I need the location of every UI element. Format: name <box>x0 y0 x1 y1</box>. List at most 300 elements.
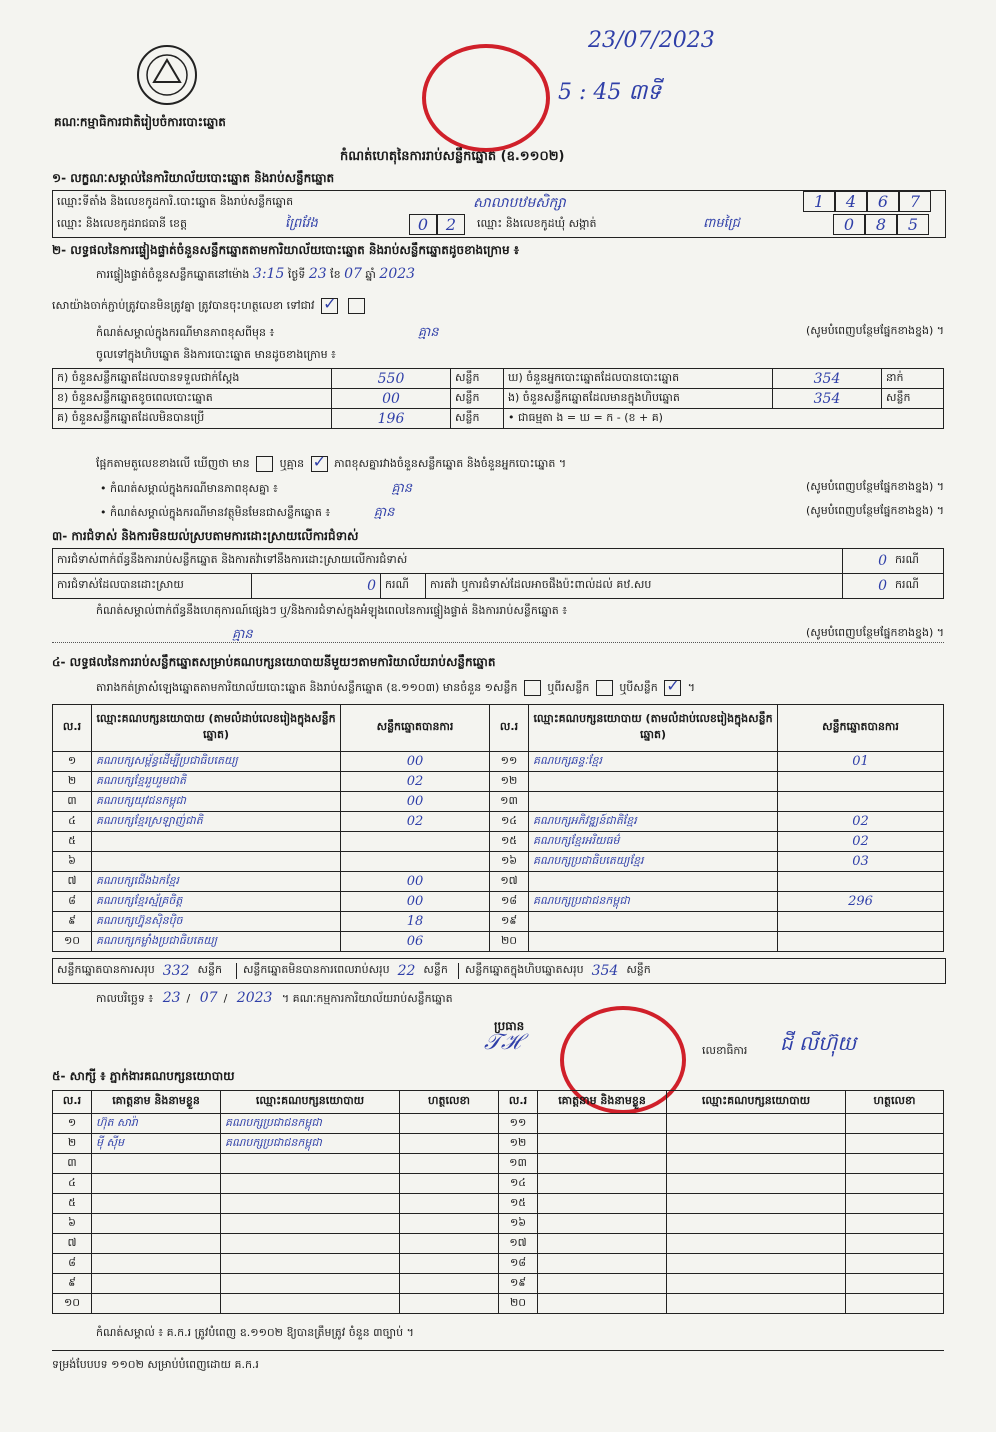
witness-name <box>92 1274 221 1294</box>
witness-no: ១៨ <box>499 1254 538 1274</box>
col-no: ល.រ <box>490 705 529 752</box>
sheet-count-checkbox-3[interactable] <box>664 680 681 696</box>
footer-rule <box>52 1350 944 1351</box>
total-invalid-label: សន្លឹកឆ្នោតមិនបានការពេលរាប់សរុប <box>236 963 390 979</box>
total-invalid: 22 <box>397 963 416 979</box>
witness-name <box>92 1174 221 1194</box>
office-label: ឈ្មោះទីតាំង និងលេខកូដការិ.បោះឆ្នោត និងរាប់សន្លឹកឆ្នោត <box>57 195 294 208</box>
witness-party: គណបក្សប្រជាជនកម្ពុជា <box>221 1134 400 1154</box>
witness-sign <box>400 1214 499 1234</box>
verify-year: 2023 <box>379 266 416 282</box>
party-no: ២ <box>53 772 92 792</box>
table-row <box>53 409 944 429</box>
count-value: 550 <box>332 369 451 389</box>
sec3-remark-label: កំណត់សម្គាល់ពាក់ព័ន្ធនឹងហេតុការណ៍ផ្សេងៗ ឬ/និងការជំទាស់ក្នុងអំឡុងពេលនៃការផ្ទៀងផ្ទាត់ និងការរាប់សន្លឹកឆ្នោត ៖ <box>96 604 568 617</box>
resolved-unit: ករណី <box>381 574 426 599</box>
received-time: 5 : 45 ៣ទី <box>558 80 662 105</box>
chair-signature: 𝒯ℋ <box>484 1030 521 1055</box>
table-row <box>53 892 944 912</box>
table-intro: ចូលទៅក្នុងហិបឆ្នោត និងការបោះឆ្នោត មានដូចខាងក្រោម ៖ <box>96 348 336 361</box>
commune-name: ពាមជ្រៃ <box>703 216 740 231</box>
count-unit-2: នាក់ <box>882 369 944 389</box>
party-no: ៧ <box>53 872 92 892</box>
col-name: គោត្តនាម និងនាមខ្លួន <box>538 1091 667 1114</box>
party-votes <box>778 932 944 952</box>
witness-sign <box>846 1234 944 1254</box>
witness-name <box>92 1154 221 1174</box>
secretary-signature: ជី លីហ៊ុយ <box>780 1031 857 1055</box>
party-no: ១០ <box>53 932 92 952</box>
witness-party <box>667 1294 846 1314</box>
party-votes: 00 <box>341 892 490 912</box>
total-valid: 332 <box>162 963 190 979</box>
sheet-count-checkbox-1[interactable] <box>524 680 541 696</box>
witness-party <box>221 1174 400 1194</box>
party-votes <box>341 832 490 852</box>
party-votes <box>778 912 944 932</box>
witness-sign <box>400 1254 499 1274</box>
witness-party <box>667 1214 846 1234</box>
party-name: គណបក្សខ្មែរស្ម័គ្រចិត្ត <box>92 892 341 912</box>
witness-party <box>221 1294 400 1314</box>
after-remark2-label: • កំណត់សម្គាល់ក្នុងករណីមានវត្ថុមិនមែនជាសន្លឹកឆ្នោត ៖ <box>100 506 331 519</box>
table-row <box>53 1294 944 1314</box>
witness-party <box>667 1174 846 1194</box>
total-unit: សន្លឹក <box>197 963 222 976</box>
party-name: គណបក្សសម្ព័ន្ធដើម្បីប្រជាធិបតេយ្យ <box>92 752 341 772</box>
witness-name <box>538 1114 667 1134</box>
complaint-unit: ករណី <box>891 574 944 599</box>
party-name <box>92 852 341 872</box>
province-label: ឈ្មោះ និងលេខកូដរាជធានី ខេត្ត <box>57 217 187 230</box>
party-votes <box>778 792 944 812</box>
form-title: កំណត់ហេតុនៃការរាប់សន្លឹកឆ្នោត (ឧ.១១០២) <box>340 149 565 164</box>
date-day: 23 <box>162 990 181 1006</box>
col-party: ឈ្មោះគណបក្សនយោបាយ <box>221 1091 400 1114</box>
count-label: ខ) ចំនួនសន្លឹកឆ្នោតខូចពេលបោះឆ្នោត <box>53 389 332 409</box>
diff-text-2: ភាពខុសគ្នារវាងចំនួនសន្លឹកឆ្នោត និងចំនួនអ្នកបោះឆ្នោត ។ <box>334 457 567 470</box>
after-remark1-line <box>100 480 944 499</box>
witness-sign <box>400 1274 499 1294</box>
party-votes: 02 <box>341 812 490 832</box>
commune-code-digit: 5 <box>897 214 929 235</box>
witness-sign <box>400 1234 499 1254</box>
fill-note: (សូមបំពេញបន្ថែមផ្នែកខាងខ្នង) ។ <box>805 324 944 337</box>
count-label-2: ឃ) ចំនួនអ្នកបោះឆ្នោតដែលបានបោះឆ្នោត <box>504 369 773 389</box>
witness-no: ១២ <box>499 1134 538 1154</box>
party-no: ៦ <box>53 852 92 872</box>
office-code-digit: 7 <box>899 191 931 212</box>
count-label-2: ង) ចំនួនសន្លឹកឆ្នោតដែលមានក្នុងហិបឆ្នោត <box>504 389 773 409</box>
verify-line: ការផ្ទៀងផ្ទាត់ចំនួនសន្លឹកឆ្នោតនៅម៉ោង 3:15 ថ្ងៃទី 23 ខែ 07 ឆ្នាំ 2023 <box>96 266 416 282</box>
party-name: គណបក្សយុវជនកម្ពុជា <box>92 792 341 812</box>
witness-sign <box>400 1154 499 1174</box>
ballot-count-table <box>52 368 944 429</box>
table-row <box>53 1174 944 1194</box>
after-remark2-line <box>100 504 944 523</box>
date-label: កាលបរិច្ឆេទ ៖ <box>96 992 154 1005</box>
party-no: ៤ <box>53 812 92 832</box>
table-row <box>53 812 944 832</box>
commune-code <box>833 214 929 235</box>
sec4-intro: តារាងកត់ត្រាសំឡេងឆ្នោតតាមការិយាល័យបោះឆ្នោត និងរាប់សន្លឹកឆ្នោត (ឧ.១១០៣) មានចំនួន ១សន្លឹក <box>96 681 518 694</box>
party-name: គណបក្សអភិវឌ្ឍន៍ជាតិខ្មែរ <box>529 812 778 832</box>
count-unit: សន្លឹក <box>451 369 504 389</box>
witness-no: ១៩ <box>499 1274 538 1294</box>
total-box: 354 <box>591 963 619 979</box>
party-no: ១៧ <box>490 872 529 892</box>
date-year: 2023 <box>236 990 273 1006</box>
table-row <box>53 792 944 812</box>
party-no: ២០ <box>490 932 529 952</box>
table-row <box>53 1154 944 1174</box>
table-row <box>53 369 944 389</box>
party-votes-table <box>52 704 944 952</box>
table-row <box>53 852 944 872</box>
col-no: ល.រ <box>53 1091 92 1114</box>
witness-party <box>667 1134 846 1154</box>
objection-table <box>52 548 944 599</box>
col-party: ឈ្មោះគណបក្សនយោបាយ <box>667 1091 846 1114</box>
verify-note: ការផ្ទៀងផ្ទាត់ចំនួនសន្លឹកឆ្នោតនៅម៉ោង <box>96 268 250 281</box>
party-no: ១២ <box>490 772 529 792</box>
witness-no: ១១ <box>499 1114 538 1134</box>
seal-diff-checkbox[interactable] <box>348 298 365 314</box>
count-unit: សន្លឹក <box>451 409 504 429</box>
table-row <box>53 1274 944 1294</box>
diff-line: ផ្អែកតាមតួលេខខាងលើ ឃើញថា មាន ឬគ្មាន ✓ ភាពខុសគ្នារវាងចំនួនសន្លឹកឆ្នោត និងចំនួនអ្នកបោះឆ្នោត ។ <box>96 456 566 473</box>
table-row <box>53 1194 944 1214</box>
diff-yes-checkbox[interactable] <box>256 456 273 472</box>
total-unit: សន្លឹក <box>423 963 448 976</box>
witness-table <box>52 1090 944 1314</box>
table-row <box>53 772 944 792</box>
date-tail: ។ គណៈកម្មការការិយាល័យរាប់សន្លឹកឆ្នោត <box>281 992 453 1005</box>
objection-unit: ករណី <box>891 549 944 574</box>
party-no: ១ <box>53 752 92 772</box>
witness-party <box>221 1154 400 1174</box>
secretary-label: លេខាធិការ <box>702 1044 748 1057</box>
witness-name <box>538 1214 667 1234</box>
sec4-intro-line: តារាងកត់ត្រាសំឡេងឆ្នោតតាមការិយាល័យបោះឆ្នោត និងរាប់សន្លឹកឆ្នោត (ឧ.១១០៣) មានចំនួន ១សន្លឹក ឬពីរសន្លឹក ឬបីសន្លឹក ✓ ។ <box>96 680 695 697</box>
witness-no: ៧ <box>53 1234 92 1254</box>
fill-note: (សូមបំពេញបន្ថែមផ្នែកខាងខ្នង) ។ <box>805 504 944 517</box>
after-remark1-value: គ្មាន <box>391 481 412 496</box>
witness-name <box>538 1194 667 1214</box>
witness-name <box>538 1134 667 1154</box>
witness-name: ហ៊ុត សារ៉ា <box>92 1114 221 1134</box>
party-votes: 03 <box>778 852 944 872</box>
witness-sign <box>400 1294 499 1314</box>
party-name: គណបក្សខ្មែររួបរួមជាតិ <box>92 772 341 792</box>
party-votes: 02 <box>778 812 944 832</box>
witness-no: ១៤ <box>499 1174 538 1194</box>
form-note: ទម្រង់បែបបទ ១១០២ សម្រាប់បំពេញដោយ គ.ក.រ <box>52 1358 259 1371</box>
office-code-digit: 6 <box>867 191 899 212</box>
party-votes: 00 <box>341 752 490 772</box>
witness-name <box>538 1254 667 1274</box>
witness-party <box>667 1274 846 1294</box>
party-votes: 18 <box>341 912 490 932</box>
party-no: ៨ <box>53 892 92 912</box>
witness-party <box>667 1114 846 1134</box>
witness-sign <box>400 1194 499 1214</box>
count-unit: សន្លឹក <box>451 389 504 409</box>
party-votes: 00 <box>341 792 490 812</box>
total-valid-label: សន្លឹកឆ្នោតបានការសរុប <box>57 963 155 976</box>
col-no: ល.រ <box>499 1091 538 1114</box>
table-row <box>53 872 944 892</box>
party-no: ១៥ <box>490 832 529 852</box>
witness-sign <box>846 1214 944 1234</box>
table-row <box>53 1254 944 1274</box>
party-no: ១៦ <box>490 852 529 872</box>
office-code-digit: 4 <box>835 191 867 212</box>
objection-value: 0 <box>843 549 892 574</box>
party-votes: 02 <box>341 772 490 792</box>
party-name <box>529 872 778 892</box>
province-code-digit: 2 <box>437 214 465 235</box>
objection-label: ការជំទាស់ពាក់ព័ន្ធនឹងការរាប់សន្លឹកឆ្នោត និងការតវ៉ាទៅនឹងការដោះស្រាយលើការជំទាស់ <box>53 549 843 574</box>
sec5-heading: ៥- សាក្សី ៖ ភ្នាក់ងារគណបក្សនយោបាយ <box>52 1069 235 1083</box>
seal-note <box>52 298 368 315</box>
count-label: ក) ចំនួនសន្លឹកឆ្នោតដែលបានទទួលជាក់ស្តែង <box>53 369 332 389</box>
witness-party <box>667 1154 846 1174</box>
witness-no: ២០ <box>499 1294 538 1314</box>
party-no: ១៩ <box>490 912 529 932</box>
witness-sign <box>846 1174 944 1194</box>
red-stamp-top <box>422 44 550 152</box>
witness-party <box>221 1194 400 1214</box>
table-row <box>53 1134 944 1154</box>
sec3-heading: ៣- ការជំទាស់ និងការមិនយល់ស្របតាមការដោះស្រាយលើការជំទាស់ <box>52 529 359 543</box>
resolved-label: ការជំទាស់ដែលបានដោះស្រាយ <box>53 574 252 599</box>
seal-note-text: សោយ៉ាងចាក់ភ្ជាប់ត្រូវបានមិនត្រូវគ្នា ត្រូវបានចុះហត្ថលេខា ទៅជាវ <box>52 299 315 312</box>
party-name: គណបក្សខ្មែរស្រឡាញ់ជាតិ <box>92 812 341 832</box>
party-votes: 296 <box>778 892 944 912</box>
party-name: គណបក្សខ្មែរអរិយធម៌ <box>529 832 778 852</box>
party-name <box>92 832 341 852</box>
witness-no: ១០ <box>53 1294 92 1314</box>
fill-note: (សូមបំពេញបន្ថែមផ្នែកខាងខ្នង) ។ <box>806 626 944 642</box>
witness-party <box>221 1274 400 1294</box>
table-row <box>53 549 944 574</box>
witness-name <box>538 1274 667 1294</box>
party-votes: 06 <box>341 932 490 952</box>
witness-no: ៣ <box>53 1154 92 1174</box>
remark-value: គ្មាន <box>417 325 439 340</box>
sec1-box <box>52 190 946 238</box>
witness-party <box>221 1214 400 1234</box>
sec4-heading: ៤- លទ្ធផលនៃការរាប់សន្លឹកឆ្នោតសម្រាប់គណបក្សនយោបាយនីមួយៗតាមការិយាល័យរាប់សន្លឹកឆ្នោត <box>52 655 496 669</box>
col-sign: ហត្ថលេខា <box>400 1091 499 1114</box>
party-votes: 02 <box>778 832 944 852</box>
sec2-heading: ២- លទ្ធផលនៃការផ្ទៀងផ្ទាត់ចំនួនសន្លឹកឆ្នោតតាមការិយាល័យបោះឆ្នោត និងរាប់សន្លឹកឆ្នោតដូចខាងក្រោម ៖ <box>52 243 520 257</box>
witness-party <box>667 1234 846 1254</box>
seal-ok-checkbox[interactable] <box>321 298 338 314</box>
table-row <box>53 389 944 409</box>
verify-day: 23 <box>308 266 327 282</box>
count-value: 196 <box>332 409 451 429</box>
party-votes: 01 <box>778 752 944 772</box>
party-name: គណបក្សឆន្ទៈខ្មែរ <box>529 752 778 772</box>
party-votes <box>778 872 944 892</box>
witness-party <box>667 1194 846 1214</box>
witness-name <box>538 1234 667 1254</box>
total-unit: សន្លឹក <box>626 963 651 976</box>
after-remark1-label: • កំណត់សម្គាល់ក្នុងករណីមានភាពខុសគ្នា ៖ <box>100 482 278 495</box>
witness-name <box>92 1294 221 1314</box>
witness-no: ១៣ <box>499 1154 538 1174</box>
sheet-count-checkbox-2[interactable] <box>596 680 613 696</box>
witness-no: ៨ <box>53 1254 92 1274</box>
party-name: គណបក្សកម្លាំងប្រជាធិបតេយ្យ <box>92 932 341 952</box>
chair-label: ប្រធាន <box>494 1019 525 1033</box>
party-votes <box>341 852 490 872</box>
witness-no: ៥ <box>53 1194 92 1214</box>
witness-party: គណបក្សប្រជាជនកម្ពុជា <box>221 1114 400 1134</box>
col-votes: សន្លឹកឆ្នោតបានការ <box>341 705 490 752</box>
witness-name <box>538 1154 667 1174</box>
party-no: ៩ <box>53 912 92 932</box>
party-no: ១៣ <box>490 792 529 812</box>
office-code-digit: 1 <box>803 191 835 212</box>
sec1-heading: ១- លក្ខណៈសម្គាល់នៃការិយាល័យបោះឆ្នោត និងរាប់សន្លឹកឆ្នោត <box>52 171 335 185</box>
witness-name <box>92 1234 221 1254</box>
witness-no: ១៦ <box>499 1214 538 1234</box>
nec-emblem-icon <box>136 44 198 106</box>
party-votes: 00 <box>341 872 490 892</box>
diff-text-1: ផ្អែកតាមតួលេខខាងលើ ឃើញថា មាន <box>96 457 250 470</box>
commune-label: ឈ្មោះ និងលេខកូដឃុំ សង្កាត់ <box>477 217 597 230</box>
witness-sign <box>846 1294 944 1314</box>
table-row <box>53 932 944 952</box>
witness-name <box>538 1294 667 1314</box>
office-code <box>803 191 931 212</box>
verify-time: 3:15 <box>252 266 285 282</box>
party-votes <box>778 772 944 792</box>
witness-sign <box>846 1194 944 1214</box>
count-label: គ) ចំនួនសន្លឹកឆ្នោតដែលមិនបានប្រើ <box>53 409 332 429</box>
witness-sign <box>400 1134 499 1154</box>
witness-name: ម៉ី ស៊ីម <box>92 1134 221 1154</box>
office-name: សាលាបឋមសិក្សា <box>473 195 566 211</box>
table-header-row <box>53 705 944 752</box>
col-votes: សន្លឹកឆ្នោតបានការ <box>778 705 944 752</box>
witness-sign <box>400 1114 499 1134</box>
table-row <box>53 752 944 772</box>
party-no: ៥ <box>53 832 92 852</box>
witness-sign <box>846 1134 944 1154</box>
footnote: កំណត់សម្គាល់ ៖ គ.ក.រ ត្រូវបំពេញ ឧ.១១០២ ឱ្យបានត្រឹមត្រូវ ចំនួន ៣ច្បាប់ ។ <box>96 1326 414 1339</box>
sec3-remark-line <box>52 626 944 643</box>
province-code-digit: 0 <box>409 214 437 235</box>
witness-sign <box>846 1154 944 1174</box>
province-code <box>409 214 465 235</box>
table-row <box>53 1234 944 1254</box>
count-formula: • ជាធម្មតា ង = ឃ = ក - (ខ + គ) <box>504 409 944 429</box>
col-name: គោត្តនាម និងនាមខ្លួន <box>92 1091 221 1114</box>
complaint-value: 0 <box>843 574 892 599</box>
totals-bar <box>52 958 946 984</box>
table-row <box>53 574 944 599</box>
witness-sign <box>846 1254 944 1274</box>
date-month: 07 <box>199 990 218 1006</box>
party-no: ១៤ <box>490 812 529 832</box>
table-row <box>53 912 944 932</box>
total-box-label: សន្លឹកឆ្នោតក្នុងហិបឆ្នោតសរុប <box>458 963 584 979</box>
witness-no: ៩ <box>53 1274 92 1294</box>
party-name <box>529 772 778 792</box>
table-header-row <box>53 1091 944 1114</box>
witness-name <box>92 1254 221 1274</box>
col-no: ល.រ <box>53 705 92 752</box>
witness-no: ១៥ <box>499 1194 538 1214</box>
col-party: ឈ្មោះគណបក្សនយោបាយ (តាមលំដាប់លេខរៀងក្នុងសន្លឹកឆ្នោត) <box>92 705 341 752</box>
col-party: ឈ្មោះគណបក្សនយោបាយ (តាមលំដាប់លេខរៀងក្នុងសន្លឹកឆ្នោត) <box>529 705 778 752</box>
table-row <box>53 1214 944 1234</box>
table-row <box>53 1114 944 1134</box>
committee-name: គណៈកម្មាធិការជាតិរៀបចំការបោះឆ្នោត <box>54 115 226 129</box>
witness-party <box>221 1234 400 1254</box>
witness-no: ៤ <box>53 1174 92 1194</box>
party-name: គណបក្សជើងឯកខ្មែរ <box>92 872 341 892</box>
party-name: គណបក្សហ្វ៊ុនស៊ិនប៉ិច <box>92 912 341 932</box>
witness-no: ៦ <box>53 1214 92 1234</box>
witness-sign <box>400 1174 499 1194</box>
received-date: 23/07/2023 <box>588 28 715 53</box>
party-no: ១១ <box>490 752 529 772</box>
diff-no-checkbox[interactable] <box>311 456 328 472</box>
party-name: គណបក្សប្រជាជនកម្ពុជា <box>529 892 778 912</box>
date-line: កាលបរិច្ឆេទ ៖ 23 / 07 / 2023 ។ គណៈកម្មការការិយាល័យរាប់សន្លឹកឆ្នោត <box>96 990 453 1006</box>
count-unit-2: សន្លឹក <box>882 389 944 409</box>
witness-name <box>538 1174 667 1194</box>
party-no: ៣ <box>53 792 92 812</box>
party-no: ១៨ <box>490 892 529 912</box>
witness-no: ១ <box>53 1114 92 1134</box>
after-remark2-value: គ្មាន <box>373 505 395 520</box>
witness-name <box>92 1194 221 1214</box>
witness-no: ២ <box>53 1134 92 1154</box>
witness-no: ១៧ <box>499 1234 538 1254</box>
commune-code-digit: 0 <box>833 214 865 235</box>
remark-line <box>96 324 944 343</box>
complaint-label: ការតវ៉ា ឬការជំទាស់ដែលអាចផឹងប៉ះពាល់ដល់ គឋ.សប <box>426 574 843 599</box>
party-name <box>529 792 778 812</box>
count-value-2: 354 <box>773 389 882 409</box>
remark-label: កំណត់សម្គាល់ក្នុងករណីមានភាពខុសពីមុន ៖ <box>96 326 275 339</box>
count-value: 00 <box>332 389 451 409</box>
party-name <box>529 912 778 932</box>
party-name <box>529 932 778 952</box>
witness-party <box>667 1254 846 1274</box>
table-row <box>53 832 944 852</box>
witness-sign <box>846 1114 944 1134</box>
commune-code-digit: 8 <box>865 214 897 235</box>
count-value-2: 354 <box>773 369 882 389</box>
witness-sign <box>846 1274 944 1294</box>
col-sign: ហត្ថលេខា <box>846 1091 944 1114</box>
province-name: ព្រៃវែង <box>285 216 318 231</box>
witness-name <box>92 1214 221 1234</box>
sec3-remark-value: គ្មាន <box>232 627 253 642</box>
party-name: គណបក្សប្រជាធិបតេយ្យខ្មែរ <box>529 852 778 872</box>
verify-month: 07 <box>344 266 362 282</box>
witness-party <box>221 1254 400 1274</box>
resolved-value: 0 <box>252 574 381 599</box>
fill-note: (សូមបំពេញបន្ថែមផ្នែកខាងខ្នង) ។ <box>805 480 944 493</box>
